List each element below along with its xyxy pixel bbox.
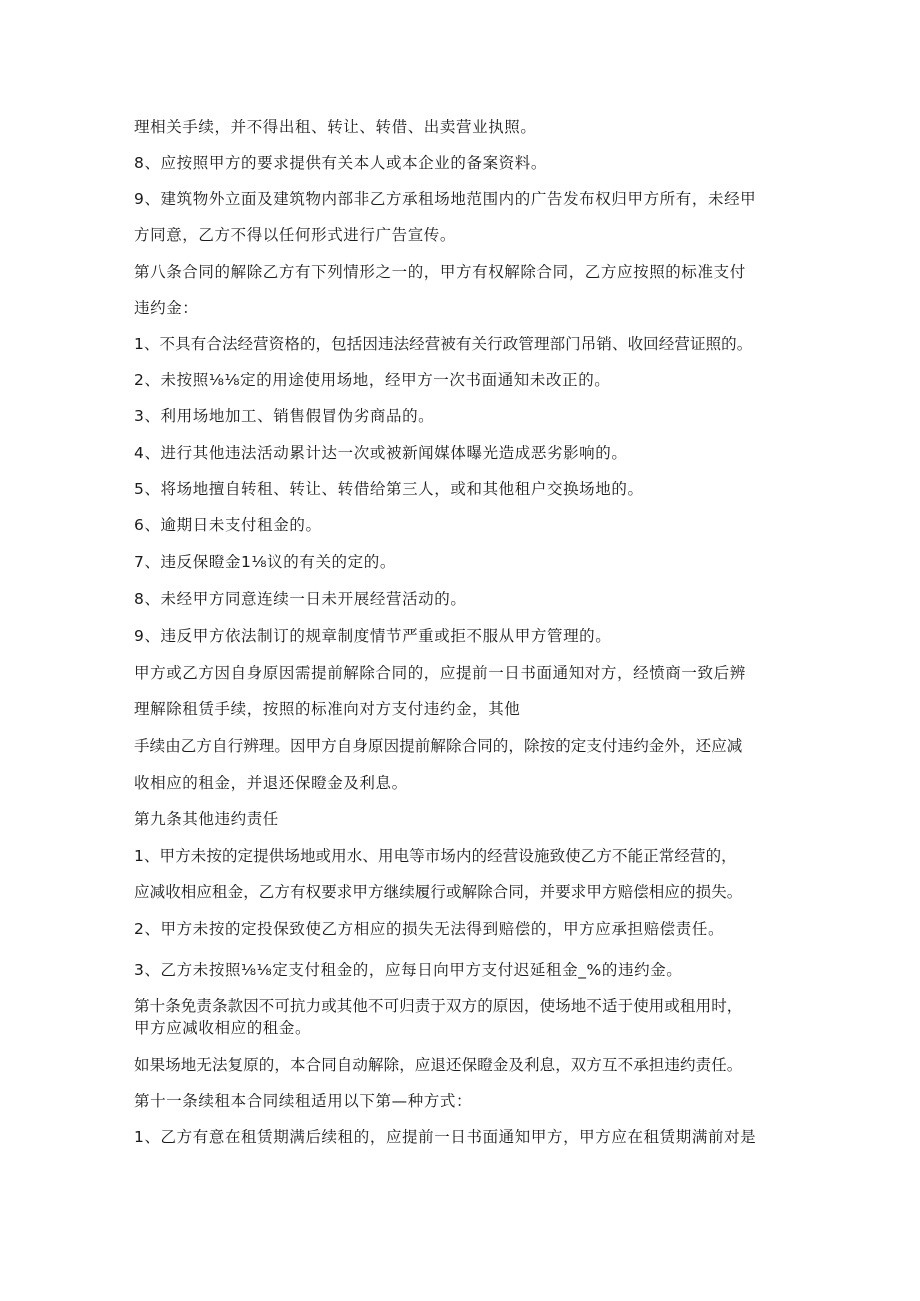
text-line: 收相应的租金，并退还保瞪金及利息。 bbox=[134, 774, 408, 792]
text-line: 2、甲方未按的定投保致使乙方相应的损失无法得到赔偿的，甲方应承担赔偿责任。 bbox=[134, 920, 725, 938]
text-line: 1、甲方未按的定提供场地或用水、用电等市场内的经营设施致使乙方不能正常经营的， bbox=[134, 847, 737, 865]
text-line: 9、违反甲方依法制订的规章制度情节严重或拒不服从甲方管理的。 bbox=[134, 627, 612, 645]
text-line: 第八条合同的解除乙方有下列情形之一的，甲方有权解除合同，乙方应按照的标准支付 bbox=[134, 263, 746, 281]
text-line: 1、不具有合法经营资格的，包括因违法经营被有关行政管理部门吊销、收回经营证照的。 bbox=[134, 335, 753, 353]
text-line: 应减收相应租金，乙方有权要求甲方继续履行或解除合同，并要求甲方赔偿相应的损失。 bbox=[134, 883, 743, 901]
text-line: 8、应按照甲方的要求提供有关本人或本企业的备案资料。 bbox=[134, 154, 547, 172]
text-line: 3、利用场地加工、销售假冒伪劣商品的。 bbox=[134, 407, 435, 425]
text-line: 第十一条续租本合同续租适用以下第—种方式： bbox=[134, 1092, 473, 1110]
text-line: 2、未按照⅛⅛定的用途使用场地，经甲方一次书面通知未改正的。 bbox=[134, 371, 611, 389]
text-line: 违约金： bbox=[134, 299, 199, 317]
text-line: 7、违反保瞪金1⅛议的有关的定的。 bbox=[134, 553, 396, 571]
text-line: 手续由乙方自行辨理。因甲方自身原因提前解除合同的，除按的定支付违约金外，还应减 bbox=[134, 737, 743, 755]
text-line: 第十条免责条款因不可抗力或其他不可归责于双方的原因，使场地不适于使用或租用时， bbox=[134, 997, 743, 1015]
text-line: 方同意，乙方不得以任何形式进行广告宣传。 bbox=[134, 226, 457, 244]
text-line: 4、进行其他违法活动累计达一次或被新闻媒体曝光造成恶劣影响的。 bbox=[134, 444, 628, 462]
text-line: 8、未经甲方同意连续一日未开展经营活动的。 bbox=[134, 590, 467, 608]
text-line: 5、将场地擅自转租、转让、转借给第三人，或和其他租户交换场地的。 bbox=[134, 480, 644, 498]
text-line: 6、逾期日未支付租金的。 bbox=[134, 516, 322, 534]
text-line: 1、乙方有意在租赁期满后续租的，应提前一日书面通知甲方，甲方应在租赁期满前对是 bbox=[134, 1128, 757, 1146]
text-line: 3、乙方未按照⅛⅛定支付租金的，应每日向甲方支付迟延租金_%的违约金。 bbox=[134, 961, 683, 979]
text-line: 9、建筑物外立面及建筑物内部非乙方承租场地范围内的广告发布权归甲方所有，未经甲 bbox=[134, 190, 757, 208]
text-line: 甲方应减收相应的租金。 bbox=[134, 1019, 312, 1037]
text-line: 甲方或乙方因自身原因需提前解除合同的，应提前一日书面通知对方，经愤商一致后辨 bbox=[134, 664, 746, 682]
text-line: 理相关手续，并不得出租、转让、转借、出卖营业执照。 bbox=[134, 118, 537, 136]
text-line: 理解除租赁手续，按照的标准向对方支付违约金，其他 bbox=[134, 700, 521, 718]
text-line: 第九条其他违约责任 bbox=[134, 810, 279, 828]
text-line: 如果场地无法复原的，本合同自动解除，应退还保瞪金及利息，双方互不承担违约责任。 bbox=[134, 1056, 743, 1074]
